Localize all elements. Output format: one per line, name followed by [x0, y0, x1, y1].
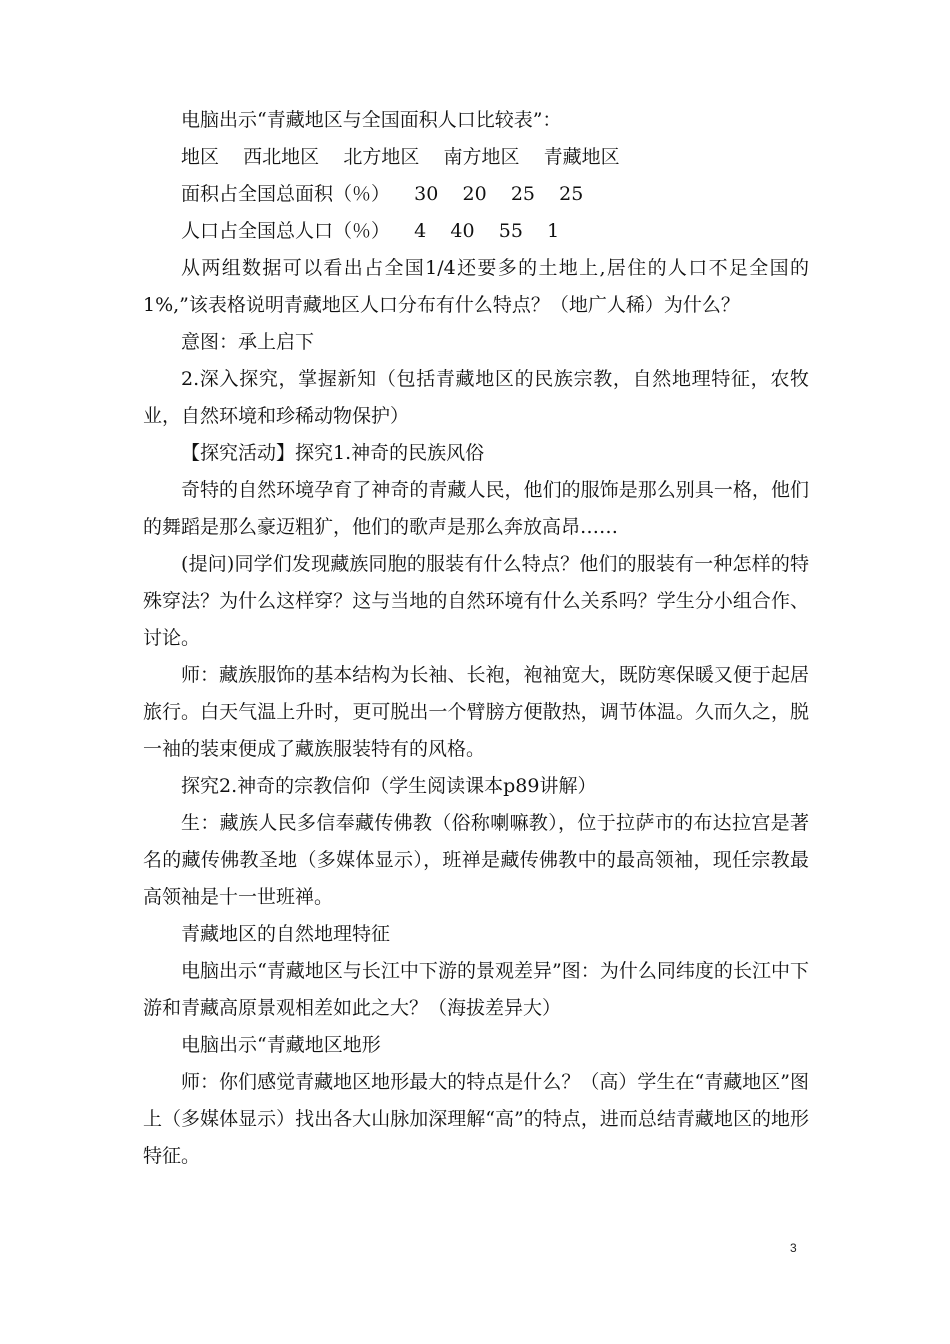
paragraph-activity-heading: 【探究活动】探究1.神奇的民族风俗	[181, 442, 485, 464]
paragraph-terrain-show: 电脑出示“青藏地区地形	[181, 1034, 381, 1056]
paragraph-teacher-clothing: 师：藏族服饰的基本结构为长袖、长袍，袍袖宽大，既防寒保暖又便于起居旅行。白天气温上升时，更可脱出一个臂膀方便散热，调节体温。久而久之，脱一袖的装束便成了藏族服装特有的风格。	[143, 664, 809, 760]
document-body	[143, 102, 809, 1175]
paragraph-natural-geography: 青藏地区的自然地理特征	[181, 923, 391, 945]
paragraph-inquiry-religion: 探究2.神奇的宗教信仰（学生阅读课本p89讲解）	[181, 775, 597, 797]
paragraph-student-religion: 生：藏族人民多信奉藏传佛教（俗称喇嘛教），位于拉萨市的布达拉宫是著名的藏传佛教圣地（多媒体显示），班禅是藏传佛教中的最高领袖，现任宗教最高领袖是十一世班禅。	[143, 812, 809, 908]
paragraph-deep-inquiry: 2.深入探究，掌握新知（包括青藏地区的民族宗教，自然地理特征，农牧业，自然环境和珍稀动物保护）	[143, 368, 809, 427]
paragraph-computer-shows-table: 电脑出示“青藏地区与全国面积人口比较表”：	[181, 109, 562, 131]
paragraph-intent: 意图：承上启下	[181, 331, 315, 353]
table-row-area: 面积占全国总面积（％） 30 20 25 25	[181, 183, 584, 205]
table-row-population: 人口占全国总人口（％） 4 40 55 1	[181, 220, 560, 242]
page-number: 3	[790, 1241, 797, 1255]
paragraph-landscape-difference: 电脑出示“青藏地区与长江中下游的景观差异”图：为什么同纬度的长江中下游和青藏高原景观相差如此之大？（海拔差异大）	[143, 960, 809, 1019]
paragraph-customs-description: 奇特的自然环境孕育了神奇的青藏人民，他们的服饰是那么别具一格，他们的舞蹈是那么豪迈粗犷，他们的歌声是那么奔放高昂……	[143, 479, 809, 538]
paragraph-data-analysis: 从两组数据可以看出占全国1/4还要多的土地上,居住的人口不足全国的1%,”该表格说明青藏地区人口分布有什么特点？（地广人稀）为什么？	[143, 257, 809, 316]
paragraph-question: (提问)同学们发现藏族同胞的服装有什么特点？他们的服装有一种怎样的特殊穿法？为什么这样穿？这与当地的自然环境有什么关系吗？学生分小组合作、讨论。	[143, 553, 809, 649]
paragraph-terrain-question: 师：你们感觉青藏地区地形最大的特点是什么？（高）学生在“青藏地区”图上（多媒体显示）找出各大山脉加深理解“高”的特点，进而总结青藏地区的地形特征。	[143, 1071, 809, 1167]
table-row-regions: 地区 西北地区 北方地区 南方地区 青藏地区	[181, 146, 620, 168]
